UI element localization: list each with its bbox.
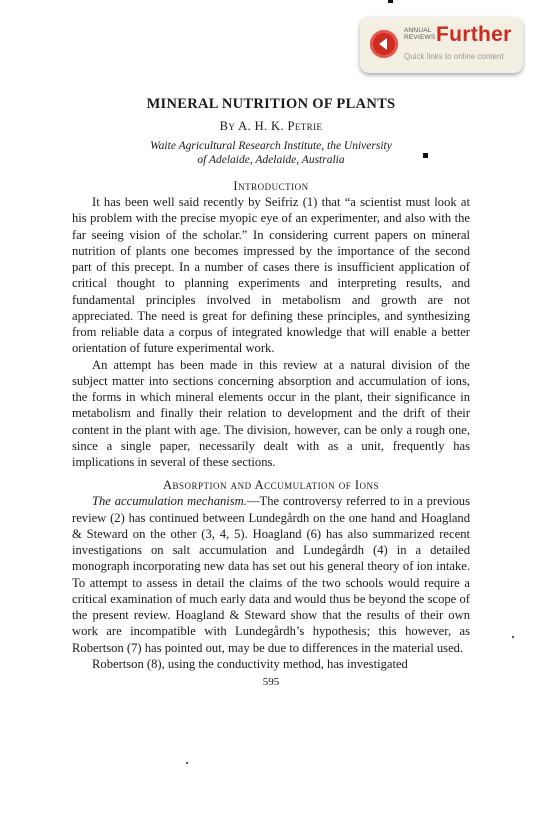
article-title: MINERAL NUTRITION OF PLANTS	[146, 96, 396, 112]
affiliation-line: Waite Agricultural Research Institute, the University	[150, 140, 392, 152]
further-annual-reviews-badge[interactable]	[360, 17, 523, 73]
subsection-title: The accumulation mechanism.	[92, 494, 247, 509]
paragraph-text: —The controversy referred to in a previous review (2) has continued between Lundegårdh on the one hand and Hoagland & Steward on the other (3, 4, 5). Hoagland (6) has also summarized recent investigations on salt accumulation and Lundegårdh (4) in a detailed monograph incorporating new data has set out his general theory of ion intake. To attempt to assess in detail the claims of the two schools would require a critical examination of much early data and would thus be beyond the scope of the present review. Hoagland & Steward show that the results of their own work are incompatible with Lundegårdh’s hypothesis; this however, as Robertson (7) has pointed out, may be due to differences in the material used.	[72, 494, 470, 655]
section-heading-absorption: Absorption and Accumulation of Ions	[162, 478, 380, 493]
scan-speck	[512, 636, 514, 638]
badge-publisher-label: ANNUAL REVIEWS	[404, 27, 436, 41]
badge-subtitle: Quick links to online content	[404, 52, 504, 61]
page-number: 595	[262, 676, 280, 688]
play-left-icon	[370, 30, 398, 58]
paragraph	[72, 493, 470, 656]
badge-title: Further	[436, 23, 512, 46]
scan-mark	[388, 0, 393, 3]
paragraph: Robertson (8), using the conductivity method, has investigated	[92, 656, 408, 671]
paragraph: An attempt has been made in this review at a natural division of the subject matter into sections concerning absorption and accumulation of ions, the forms in which mineral elements occur in the plant, their significance in metabolism and finally their relation to development and the drift of their content in the plant with age. The division, however, can be only a rough one, since a single paper, necessarily dealt with as a unit, frequently has implications in several of these sections.	[72, 357, 470, 469]
article-author: By A. H. K. Petrie	[219, 119, 323, 133]
affiliation-line: of Adelaide, Adelaide, Australia	[197, 154, 345, 166]
article-page	[72, 96, 470, 688]
paragraph: It has been well said recently by Seifriz (1) that “a scientist must look at his problem with the precise myopic eye of an experimenter, and also with the far seeing vision of the scholar.” In considering current papers on mineral nutrition of plants one becomes impressed by the importance of the second part of this precept. In a number of cases there is insufficient application of critical thought to planning experiments and interpreting results, and fundamental principles involved in metabolism and growth are not appreciated. The need is great for defining these principles, and synthesizing from reliable data a corpus of integrated knowledge that will enable a better orientation of future experimental work.	[72, 195, 470, 356]
scan-speck	[186, 762, 188, 764]
section-heading-introduction: Introduction	[233, 179, 309, 193]
article-affiliation	[72, 139, 470, 167]
